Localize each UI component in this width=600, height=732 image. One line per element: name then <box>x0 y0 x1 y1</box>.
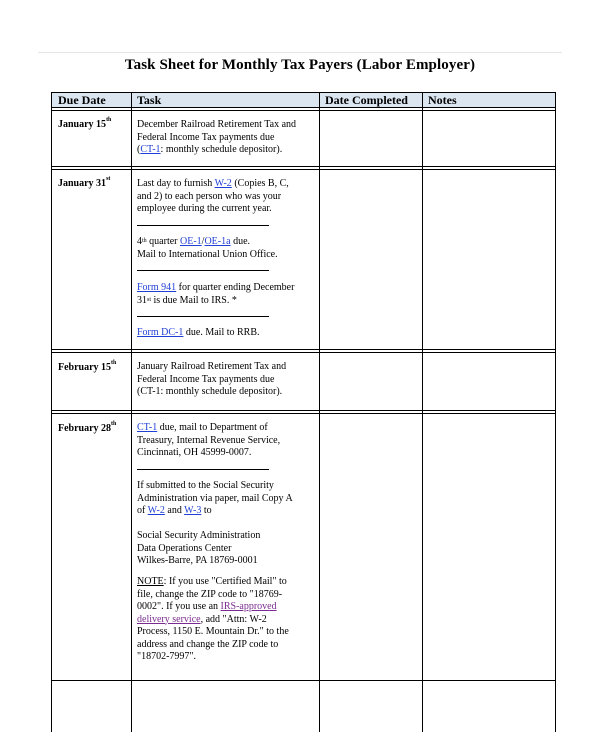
form-dc-1-link[interactable]: Form DC-1 <box>137 327 184 338</box>
due-date-feb-15: February 15th <box>58 360 117 373</box>
top-rule <box>38 52 562 53</box>
task-line: Administration via paper, mail Copy A <box>137 492 293 504</box>
task-line: Federal Income Tax payments due <box>137 373 275 385</box>
task-jan-15 <box>137 119 317 157</box>
task-line: January Railroad Retirement Tax and <box>137 361 287 372</box>
w-2-link[interactable]: W-2 <box>214 178 232 189</box>
task-line: Cincinnati, OH 45999-0007. <box>137 447 252 458</box>
task-line: file, change the ZIP code to "18769- <box>137 588 283 600</box>
header-divider <box>51 107 556 111</box>
task-line: of W-2 and W-3 to <box>137 505 212 516</box>
header-task: Task <box>137 93 162 107</box>
task-separator <box>137 469 269 470</box>
header-date-completed: Date Completed <box>325 93 408 107</box>
header-due-date: Due Date <box>58 93 106 107</box>
header-notes: Notes <box>428 93 457 107</box>
due-date-jan-15: January 15th <box>58 117 112 130</box>
irs-approved-link[interactable]: IRS-approved <box>220 601 277 612</box>
task-line: If submitted to the Social Security <box>137 480 274 491</box>
w-2-link[interactable]: W-2 <box>147 505 165 516</box>
task-jan-31-block-2 <box>137 236 317 261</box>
due-date-feb-28: February 28th <box>58 421 117 434</box>
task-line: 0002". If you use an IRS-approved <box>137 601 277 612</box>
task-line: 31st is due Mail to IRS. * <box>137 294 237 306</box>
task-feb-28-note <box>137 576 317 664</box>
task-jan-31-block-1 <box>137 178 317 216</box>
task-line: Last day to furnish W-2 (Copies B, C, <box>137 178 289 189</box>
form-941-link[interactable]: Form 941 <box>137 282 177 293</box>
task-line: address and change the ZIP code to <box>137 638 279 650</box>
w-3-link[interactable]: W-3 <box>184 505 202 516</box>
task-line: (CT-1: monthly schedule depositor). <box>137 144 283 155</box>
oe-1-link[interactable]: OE-1 <box>180 236 202 247</box>
task-jan-31-block-4 <box>137 327 317 340</box>
due-date-jan-31: January 31st <box>58 176 111 189</box>
table-top-border <box>51 92 556 93</box>
task-line: Data Operations Center <box>137 542 232 554</box>
row-divider <box>51 410 556 414</box>
task-line: Social Security Administration <box>137 530 261 541</box>
task-line: NOTE: If you use "Certified Mail" to <box>137 576 287 587</box>
task-line: Form DC-1 due. Mail to RRB. <box>137 327 260 338</box>
task-feb-28-block-2 <box>137 480 317 518</box>
task-feb-28-block-3 <box>137 530 317 568</box>
task-jan-31-block-3 <box>137 282 317 307</box>
task-line: Mail to International Union Office. <box>137 248 278 260</box>
task-line: Form 941 for quarter ending December <box>137 282 295 293</box>
task-line: "18702-7997". <box>137 651 196 662</box>
task-feb-28-block-1 <box>137 422 317 460</box>
task-line: (CT-1: monthly schedule depositor). <box>137 386 283 397</box>
row-divider <box>51 680 556 681</box>
row-divider <box>51 349 556 353</box>
task-line: Wilkes-Barre, PA 18769-0001 <box>137 555 258 566</box>
task-separator <box>137 225 269 226</box>
task-feb-15 <box>137 361 317 399</box>
task-line: CT-1 due, mail to Department of <box>137 422 268 433</box>
task-line: Federal Income Tax payments due <box>137 131 275 143</box>
task-line: December Railroad Retirement Tax and <box>137 119 297 130</box>
task-separator <box>137 316 269 317</box>
task-line: 4th quarter OE-1/OE-1a due. <box>137 236 251 247</box>
task-line: and 2) to each person who was your <box>137 190 282 202</box>
task-separator <box>137 270 269 271</box>
task-line: Treasury, Internal Revenue Service, <box>137 434 281 446</box>
table-header-background <box>52 93 555 107</box>
page-title: Task Sheet for Monthly Tax Payers (Labor Employer) <box>124 57 476 73</box>
oe-1a-link[interactable]: OE-1a <box>204 236 231 247</box>
task-line: delivery service, add "Attn: W-2 <box>137 613 267 625</box>
row-divider <box>51 166 556 170</box>
task-line: Process, 1150 E. Mountain Dr." to the <box>137 626 289 637</box>
task-line: employee during the current year. <box>137 203 272 214</box>
ct-1-link[interactable]: CT-1 <box>140 144 161 155</box>
ct-1-link[interactable]: CT-1 <box>137 422 158 433</box>
delivery-service-link[interactable]: delivery service <box>137 613 201 625</box>
